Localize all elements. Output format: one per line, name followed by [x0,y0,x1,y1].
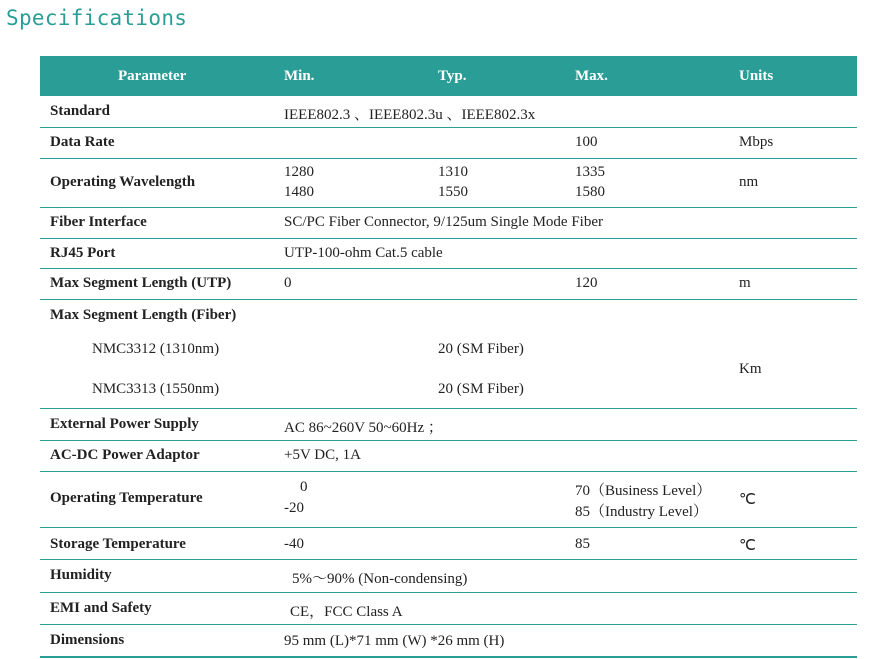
header-units: Units [739,68,774,84]
row-label: External Power Supply [50,416,199,432]
row-label: Humidity [50,567,112,583]
row-units: Km [739,361,762,377]
table-row [40,300,857,409]
header-min: Min. [284,68,315,84]
row-label: Standard [50,103,111,119]
row-label: Max Segment Length (Fiber) [50,307,237,323]
row-label: RJ45 Port [50,245,116,261]
row-value: +5V DC, 1A [284,447,361,463]
row-units: ℃ [739,492,756,508]
row-typ: 20 (SM Fiber) [438,341,524,357]
table-header [40,56,857,96]
page-title: Specifications [6,6,188,30]
row-min: 1480 [284,184,314,200]
row-label: Storage Temperature [50,536,186,552]
sub-row-label: NMC3313 (1550nm) [92,381,220,397]
table-row [40,472,857,528]
row-value: CE，FCC Class A [290,604,403,620]
table-row [40,159,857,208]
row-min: 0 [284,275,292,291]
table-row [40,128,857,159]
row-typ: 20 (SM Fiber) [438,381,524,397]
table-row [40,269,857,300]
row-units: nm [739,174,759,190]
table-row [40,409,857,441]
table-row [40,441,857,472]
row-value: 5%～90% (Non-condensing) [292,571,468,587]
row-max: 85（Industry Level） [575,504,708,520]
row-typ: 1310 [438,164,468,180]
header-typ: Typ. [438,68,467,84]
row-units: Mbps [739,134,774,150]
table-row [40,528,857,560]
row-max: 70（Business Level） [575,483,712,499]
row-value: AC 86~260V 50~60Hz ； [284,420,443,436]
row-label: Max Segment Length (UTP) [50,275,232,291]
row-label: Fiber Interface [50,214,147,230]
row-units: ℃ [739,538,756,554]
spec-table [40,56,857,658]
table-row [40,96,857,128]
row-min: 0 [300,479,308,495]
row-label: EMI and Safety [50,600,152,616]
header-parameter: Parameter [118,68,187,84]
row-min: 1280 [284,164,314,180]
row-max: 120 [575,275,598,291]
table-row [40,208,857,239]
row-label: Operating Temperature [50,490,203,506]
header-max: Max. [575,68,608,84]
table-row [40,239,857,269]
row-value: UTP-100-ohm Cat.5 cable [284,245,443,261]
row-min: -40 [284,536,304,552]
row-max: 1335 [575,164,605,180]
row-label: Dimensions [50,632,125,648]
table-row [40,625,857,658]
row-value: SC/PC Fiber Connector, 9/125um Single Mode Fiber [284,214,603,230]
row-units: m [739,275,751,291]
table-row [40,560,857,593]
row-min: -20 [284,500,304,516]
sub-row-label: NMC3312 (1310nm) [92,341,220,357]
row-typ: 1550 [438,184,468,200]
row-label: AC-DC Power Adaptor [50,447,200,463]
row-value: 95 mm (L)*71 mm (W) *26 mm (H) [284,633,505,649]
row-label: Data Rate [50,134,115,150]
row-max: 85 [575,536,590,552]
row-value: IEEE802.3 、IEEE802.3u 、IEEE802.3x [284,107,536,123]
row-max: 100 [575,134,598,150]
row-label: Operating Wavelength [50,174,196,190]
table-row [40,593,857,625]
row-max: 1580 [575,184,605,200]
